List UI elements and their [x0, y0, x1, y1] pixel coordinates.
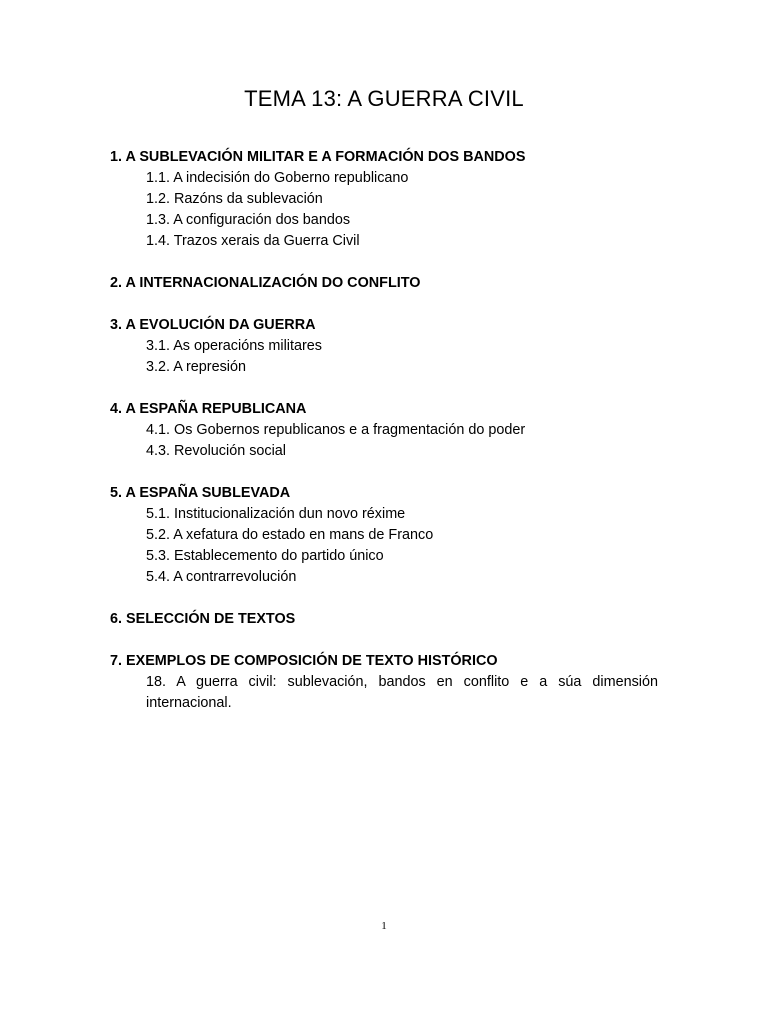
- page-title: TEMA 13: A GUERRA CIVIL: [244, 86, 524, 111]
- toc-subitem: 3.2. A represión: [146, 359, 247, 375]
- toc-subitem: 18. A guerra civil: sublevación, bandos en conflito e a súa dimensión internacional.: [146, 674, 658, 711]
- toc-subitem: 1.1. A indecisión do Goberno republicano: [146, 170, 409, 186]
- section-heading: 7. EXEMPLOS DE COMPOSICIÓN DE TEXTO HISTÓRICO: [110, 653, 498, 669]
- toc-subitem: 5.4. A contrarrevolución: [146, 569, 297, 585]
- toc-section-5: [110, 483, 658, 588]
- section-heading: 5. A ESPAÑA SUBLEVADA: [110, 485, 291, 501]
- section-heading: 2. A INTERNACIONALIZACIÓN DO CONFLITO: [110, 275, 421, 291]
- toc-section-4: [110, 399, 658, 462]
- section-heading: 3. A EVOLUCIÓN DA GUERRA: [110, 317, 316, 333]
- page-number: 1: [381, 920, 387, 932]
- toc-subitem: 5.1. Institucionalización dun novo réxime: [146, 506, 406, 522]
- toc-section-7: [110, 651, 658, 714]
- table-of-contents: [110, 147, 658, 735]
- toc-section-2: [110, 273, 658, 294]
- toc-section-3: [110, 315, 658, 378]
- section-heading: 6. SELECCIÓN DE TEXTOS: [110, 611, 296, 627]
- toc-section-6: [110, 609, 658, 630]
- section-heading: 4. A ESPAÑA REPUBLICANA: [110, 401, 307, 417]
- toc-subitem: 1.3. A configuración dos bandos: [146, 212, 351, 228]
- section-heading: 1. A SUBLEVACIÓN MILITAR E A FORMACIÓN DOS BANDOS: [110, 149, 526, 165]
- toc-subitem: 3.1. As operacións militares: [146, 338, 322, 354]
- toc-subitem: 5.2. A xefatura do estado en mans de Franco: [146, 527, 434, 543]
- toc-subitem: 1.2. Razóns da sublevación: [146, 191, 323, 207]
- toc-subitem: 1.4. Trazos xerais da Guerra Civil: [146, 233, 360, 249]
- toc-subitem: 4.3. Revolución social: [146, 443, 286, 459]
- toc-subitem: 4.1. Os Gobernos republicanos e a fragmentación do poder: [146, 422, 526, 438]
- toc-section-1: [110, 147, 658, 252]
- toc-subitem: 5.3. Establecemento do partido único: [146, 548, 384, 564]
